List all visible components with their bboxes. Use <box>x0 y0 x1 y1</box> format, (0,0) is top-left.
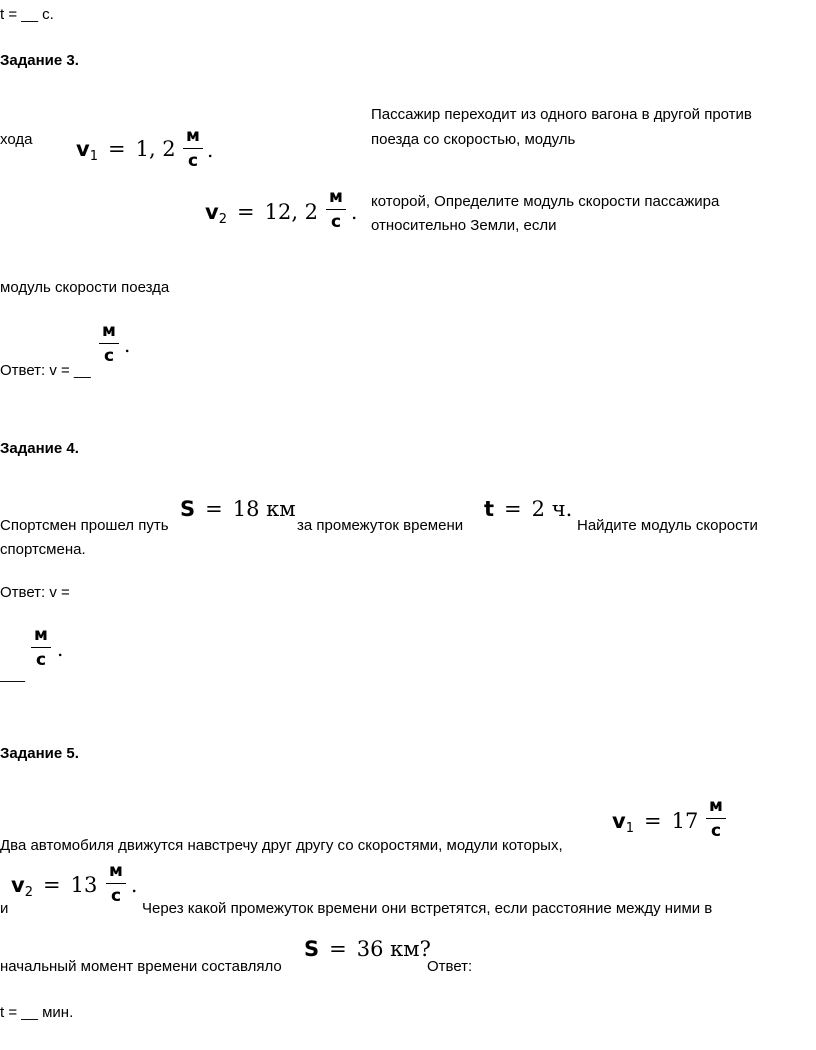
task-4-title: Задание 4. <box>0 440 79 457</box>
task-3-title: Задание 3. <box>0 52 79 69</box>
formula-t2: t = 2 ч. <box>484 497 573 521</box>
formula-v2: v2 = 12, 2 <box>205 200 319 227</box>
formula-v1: v1 = 1, 2 <box>76 137 176 164</box>
formula-v13: v2 = 13 <box>11 873 98 900</box>
task-5-text-3: начальный момент времени составляло <box>0 958 282 975</box>
task-4-blank: ___ <box>0 666 26 683</box>
task-5-answer-label: Ответ: <box>427 958 473 975</box>
top-line: t = __ с. <box>0 6 54 23</box>
task-4-answer-period: . <box>57 637 64 661</box>
task-4-text-b: за промежуток времени <box>297 517 464 534</box>
task-5-title: Задание 5. <box>0 745 79 762</box>
formula-v1-period: . <box>207 138 214 162</box>
task-5-i: и <box>0 900 9 917</box>
formula-s36: S = 36 км? <box>304 937 431 961</box>
formula-v17-unit: м с <box>706 796 726 841</box>
task-3-text-5: модуль скорости поезда <box>0 279 170 296</box>
task-3-text-2: поезда со скоростью, модуль <box>371 131 576 148</box>
task-5-text-2: Через какой промежуток времени они встретятся, если расстояние между ними в <box>142 900 713 917</box>
formula-v17: v1 = 17 <box>612 809 699 836</box>
formula-v2-period: . <box>351 200 358 224</box>
task-3-answer-period: . <box>124 333 131 357</box>
task-3-text-4: относительно Земли, если <box>371 217 557 234</box>
formula-s18: S = 18 км <box>180 497 296 521</box>
task-4-text-a: Спортсмен прошел путь <box>0 517 169 534</box>
task-4-answer: Ответ: v = <box>0 584 70 601</box>
formula-v13-unit: м с <box>106 861 126 906</box>
task-5-text-1: Два автомобиля движутся навстречу друг другу со скоростями, модули которых, <box>0 837 563 854</box>
task-3-text-3: которой, Определите модуль скорости пассажира <box>371 193 720 210</box>
formula-v13-period: . <box>131 873 138 897</box>
formula-v2-unit: м с <box>326 187 346 232</box>
task-3-text-1: Пассажир переходит из одного вагона в другой против <box>371 106 752 123</box>
task-4-text-c: Найдите модуль скорости <box>577 517 758 534</box>
task-5-answer: t = __ мин. <box>0 1004 74 1021</box>
task-3-hoda: хода <box>0 131 33 148</box>
task-3-answer: Ответ: v = __ <box>0 362 91 379</box>
task-3-answer-unit: м с <box>99 321 119 366</box>
task-4-text-2: спортсмена. <box>0 541 86 558</box>
task-4-answer-unit: м с <box>31 625 51 670</box>
formula-v1-unit: м с <box>183 126 203 171</box>
